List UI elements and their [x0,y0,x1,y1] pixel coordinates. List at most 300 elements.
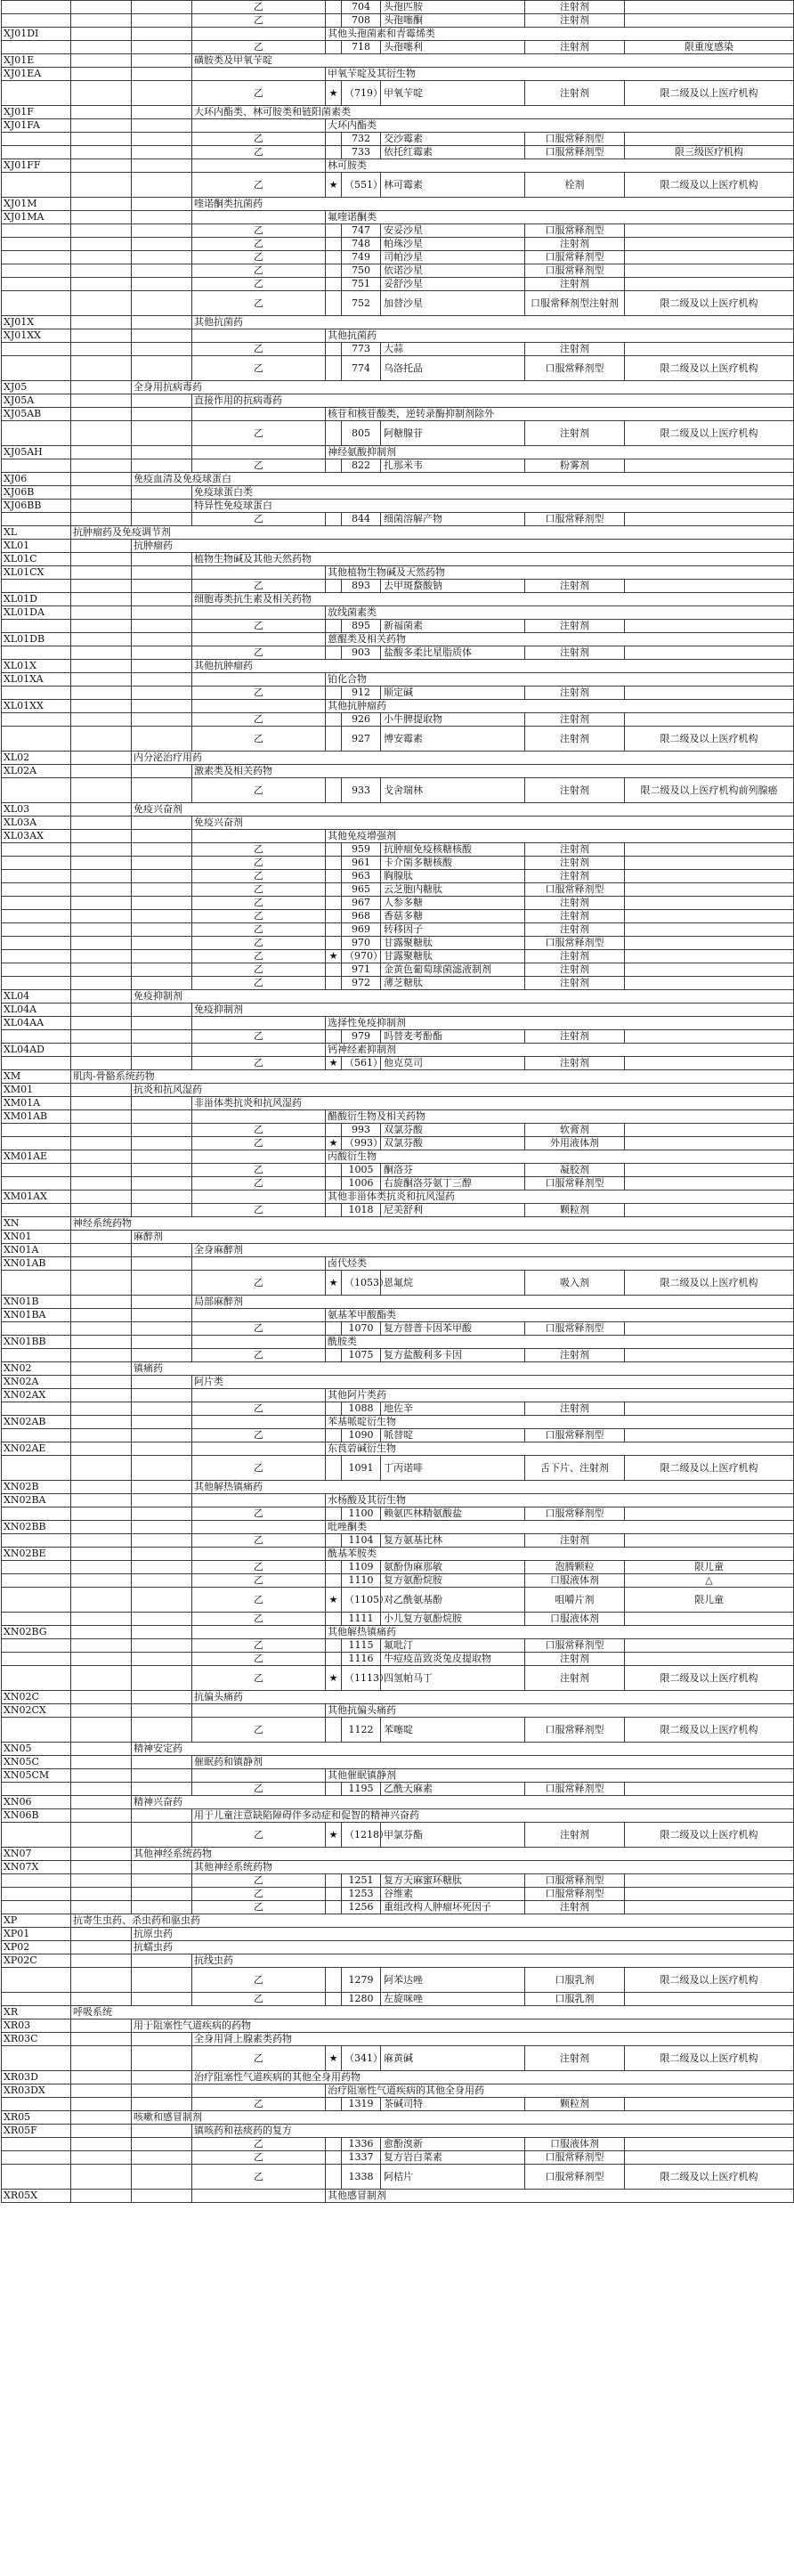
category-label: 抗寄生虫药、杀虫药和驱虫药 [71,1914,794,1928]
number-cell: （551） [342,173,381,198]
category-row [2,1769,794,1783]
number-cell: 1100 [342,1507,381,1521]
empty-cell [71,2019,132,2033]
number-cell: 933 [342,778,381,803]
star-cell: ★ [326,1057,342,1070]
empty-cell [132,646,192,660]
grade-cell: 乙 [192,1888,326,1901]
number-cell: （1053） [342,1271,381,1296]
empty-cell [132,1481,192,1494]
dosage-form-cell: 软膏剂 [525,1124,625,1137]
empty-cell [132,421,192,446]
drug-name-cell: 氟吡汀 [381,1639,525,1653]
grade-cell: 乙 [192,977,326,990]
star-cell [326,1901,342,1914]
restriction-note-cell [625,278,794,291]
grade-cell: 乙 [192,513,326,526]
category-label: 免疫血清及免疫球蛋白 [132,473,794,486]
restriction-note-cell [625,224,794,238]
empty-cell [71,803,132,817]
empty-cell [71,752,132,765]
star-cell [326,356,342,381]
dosage-form-cell: 注射剂 [525,1666,625,1691]
empty-cell [192,1704,326,1718]
category-label: 苯基哌啶衍生物 [326,1416,794,1429]
star-cell [326,1888,342,1901]
drug-row [2,910,794,923]
drug-name-cell: 乙酰天麻素 [381,1783,525,1796]
dosage-form-cell: 注射剂 [525,977,625,990]
empty-cell [132,1653,192,1666]
number-cell: （341） [342,2046,381,2071]
category-label: 其他神经系统药物 [192,1861,794,1874]
empty-cell [132,1004,192,1017]
drug-row [2,923,794,937]
category-label: 镇咳药和祛痰药的复方 [192,2125,794,2138]
star-cell [326,897,342,910]
star-cell [326,459,342,473]
category-label: 直接作用的抗病毒药 [192,394,794,408]
code-cell: XN05C [2,1756,71,1769]
number-cell: 1319 [342,2098,381,2111]
grade-cell: 乙 [192,278,326,291]
star-cell [326,1164,342,1177]
star-cell [326,2098,342,2111]
empty-cell [132,2046,192,2071]
empty-cell [192,673,326,687]
drug-name-cell: 小儿复方氨酚烷胺 [381,1613,525,1626]
code-cell: XN02C [2,1691,71,1704]
restriction-note-cell [625,687,794,700]
code-cell: XR [2,2006,71,2019]
drug-name-cell: 帕珠沙星 [381,238,525,251]
drug-name-cell: 薄芝糖肽 [381,977,525,990]
star-cell [326,1613,342,1626]
empty-cell [71,1968,132,1993]
empty-cell [132,1993,192,2006]
drug-row [2,620,794,633]
number-cell: 963 [342,870,381,883]
grade-cell: 乙 [192,1456,326,1481]
category-row [2,1809,794,1823]
empty-cell [71,1416,132,1429]
restriction-note-cell [625,1993,794,2006]
drug-row [2,1993,794,2006]
grade-cell: 乙 [192,1124,326,1137]
number-cell: 1336 [342,2138,381,2151]
star-cell [326,2165,342,2190]
dosage-form-cell: 注射剂 [525,1402,625,1416]
empty-cell [132,1442,192,1456]
number-cell: 844 [342,513,381,526]
code-cell: XN02BA [2,1494,71,1507]
grade-cell: 乙 [192,1349,326,1362]
star-cell [326,1030,342,1044]
category-row [2,1044,794,1057]
empty-cell [71,2151,132,2165]
dosage-form-cell: 注射剂 [525,14,625,28]
star-cell [326,687,342,700]
drug-name-cell: 博安霉素 [381,727,525,752]
drug-row [2,1888,794,1901]
star-cell [326,264,342,278]
star-cell: ★ [326,1666,342,1691]
category-label: 治疗阻塞性气道疾病的其他全身用药物 [192,2071,794,2084]
star-cell [326,1639,342,1653]
drug-row [2,843,794,857]
drug-name-cell: 香菇多糖 [381,910,525,923]
drug-row [2,977,794,990]
empty-cell [132,1704,192,1718]
category-label: 其他头孢菌素和青霉烯类 [326,28,794,41]
empty-cell [71,1309,132,1322]
number-cell: 979 [342,1030,381,1044]
category-row [2,1336,794,1349]
empty-cell [71,1901,132,1914]
empty-cell [192,2084,326,2098]
empty-cell [71,1743,132,1756]
restriction-note-cell [625,1164,794,1177]
drug-name-cell: 他克莫司 [381,1057,525,1070]
empty-cell [71,41,132,54]
grade-cell: 乙 [192,950,326,963]
drug-row [2,513,794,526]
empty-cell [71,14,132,28]
empty-cell [71,937,132,950]
drug-row [2,580,794,593]
code-cell [2,2098,71,2111]
star-cell [326,843,342,857]
empty-cell [71,778,132,803]
code-cell: XN06 [2,1796,71,1809]
dosage-form-cell: 口服常释剂型 [525,883,625,897]
empty-cell [71,817,132,830]
code-cell [2,843,71,857]
number-cell: 903 [342,646,381,660]
empty-cell [132,291,192,316]
dosage-form-cell: 口服常释剂型 [525,1718,625,1743]
drug-name-cell: 尼美舒利 [381,1204,525,1217]
category-label: 呼吸系统 [71,2006,794,2019]
code-cell [2,224,71,238]
dosage-form-cell: 注射剂 [525,1653,625,1666]
code-cell: XL04AA [2,1017,71,1030]
category-label: 林可胺类 [326,159,794,173]
dosage-form-cell: 颗粒剂 [525,1204,625,1217]
number-cell: 970 [342,937,381,950]
code-cell: XJ05AB [2,408,71,421]
code-cell: XL01DB [2,633,71,646]
code-cell: XL [2,526,71,540]
grade-cell: 乙 [192,883,326,897]
dosage-form-cell: 外用液体剂 [525,1137,625,1150]
dosage-form-cell: 口服常释剂型 [525,1639,625,1653]
empty-cell [71,1017,132,1030]
dosage-form-cell: 注射剂 [525,897,625,910]
restriction-note-cell [625,1177,794,1190]
empty-cell [192,1017,326,1030]
drug-row [2,41,794,54]
empty-cell [71,2098,132,2111]
category-label: 免疫抑制剂 [132,990,794,1004]
dosage-form-cell: 口服常释剂型 [525,264,625,278]
code-cell: XM [2,1070,71,1084]
empty-cell [132,2071,192,2084]
drug-row [2,937,794,950]
empty-cell [132,1456,192,1481]
number-cell: 1338 [342,2165,381,2190]
empty-cell [71,1521,132,1534]
drug-name-cell: 苯噻啶 [381,1718,525,1743]
empty-cell [71,2111,132,2125]
dosage-form-cell: 注射剂 [525,950,625,963]
drug-name-cell: 扎那米韦 [381,459,525,473]
grade-cell: 乙 [192,2165,326,2190]
number-cell: 1280 [342,1993,381,2006]
drug-name-cell: 重组改构人肿瘤坏死因子 [381,1901,525,1914]
grade-cell: 乙 [192,356,326,381]
empty-cell [71,1429,132,1442]
star-cell [326,1874,342,1888]
category-row [2,526,794,540]
star-cell [326,133,342,146]
empty-cell [132,343,192,356]
dosage-form-cell: 注射剂 [525,1030,625,1044]
drug-name-cell: 吗替麦考酚酯 [381,1030,525,1044]
number-cell: 895 [342,620,381,633]
category-label: 抗肿瘤药 [132,540,794,553]
drug-row [2,1718,794,1743]
empty-cell [132,660,192,673]
star-cell [326,14,342,28]
dosage-form-cell: 栓剂 [525,173,625,198]
star-cell [326,238,342,251]
grade-cell: 乙 [192,1322,326,1336]
number-cell: 733 [342,146,381,159]
drug-row [2,1823,794,1848]
dosage-form-cell: 注射剂 [525,41,625,54]
empty-cell [192,1389,326,1402]
empty-cell [132,1124,192,1137]
restriction-note-cell [625,1137,794,1150]
restriction-note-cell [625,713,794,727]
empty-cell [192,446,326,459]
dosage-form-cell: 注射剂 [525,580,625,593]
restriction-note-cell: 限二级及以上医疗机构 [625,1823,794,1848]
empty-cell [132,870,192,883]
code-cell [2,459,71,473]
category-row [2,817,794,830]
restriction-note-cell: 限二级及以上医疗机构 [625,2046,794,2071]
category-label: 全身麻醉剂 [192,1244,794,1257]
code-cell: XJ01FA [2,119,71,133]
category-row [2,540,794,553]
code-cell: XN02CX [2,1704,71,1718]
empty-cell [132,1888,192,1901]
code-cell [2,1137,71,1150]
empty-cell [71,830,132,843]
code-cell [2,278,71,291]
code-cell: XL01D [2,593,71,606]
star-cell [326,224,342,238]
empty-cell [132,700,192,713]
number-cell: 1104 [342,1534,381,1548]
drug-row [2,1204,794,1217]
restriction-note-cell: 限二级及以上医疗机构 [625,421,794,446]
empty-cell [132,1416,192,1429]
empty-cell [71,408,132,421]
drug-name-cell: 安妥沙星 [381,224,525,238]
category-row [2,2033,794,2046]
category-label: 其他抗肿瘤药 [192,660,794,673]
star-cell [326,713,342,727]
number-cell: 1115 [342,1639,381,1653]
grade-cell: 乙 [192,857,326,870]
empty-cell [71,1402,132,1416]
empty-cell [71,1124,132,1137]
restriction-note-cell: 限二级及以上医疗机构 [625,173,794,198]
empty-cell [71,1993,132,2006]
drug-name-cell: 右旋酮洛芬氨丁三醇 [381,1177,525,1190]
category-row [2,1070,794,1084]
grade-cell: 乙 [192,81,326,106]
category-row [2,54,794,68]
code-cell: XN02BG [2,1626,71,1639]
number-cell: 750 [342,264,381,278]
empty-cell [192,1257,326,1271]
number-cell: 1253 [342,1888,381,1901]
empty-cell [71,1534,132,1548]
empty-cell [132,1691,192,1704]
category-row [2,700,794,713]
grade-cell: 乙 [192,1823,326,1848]
restriction-note-cell: 限二级及以上医疗机构 [625,1718,794,1743]
category-label: 其他阿片类药 [326,1389,794,1402]
grade-cell: 乙 [192,1613,326,1626]
code-cell: XR05 [2,2111,71,2125]
grade-cell: 乙 [192,251,326,264]
empty-cell [192,1626,326,1639]
empty-cell [132,500,192,513]
empty-cell [192,119,326,133]
empty-cell [132,459,192,473]
drug-name-cell: 恩氟烷 [381,1271,525,1296]
code-cell: XM01AB [2,1110,71,1124]
code-cell: XJ01F [2,106,71,119]
grade-cell: 乙 [192,778,326,803]
code-cell [2,1823,71,1848]
empty-cell [71,1783,132,1796]
empty-cell [132,2084,192,2098]
number-cell: 1070 [342,1322,381,1336]
empty-cell [71,1848,132,1861]
number-cell: 926 [342,713,381,727]
code-cell [2,646,71,660]
dosage-form-cell: 口服常释剂型 [525,133,625,146]
category-label: 精神安定药 [132,1743,794,1756]
star-cell [326,1653,342,1666]
empty-cell [71,1456,132,1481]
restriction-note-cell: 限二级及以上医疗机构 [625,727,794,752]
empty-cell [132,910,192,923]
empty-cell [132,620,192,633]
category-row [2,1548,794,1561]
restriction-note-cell [625,1322,794,1336]
code-cell: XN02AB [2,1416,71,1429]
empty-cell [132,1376,192,1389]
code-cell [2,1507,71,1521]
empty-cell [132,765,192,778]
empty-cell [132,1561,192,1574]
code-cell: XJ01M [2,198,71,211]
drug-row [2,1271,794,1296]
star-cell [326,1177,342,1190]
restriction-note-cell [625,1507,794,1521]
empty-cell [132,1756,192,1769]
dosage-form-cell: 注射剂 [525,713,625,727]
empty-cell [192,1769,326,1783]
restriction-note-cell [625,963,794,977]
code-cell: XJ01FF [2,159,71,173]
empty-cell [132,727,192,752]
category-row [2,1521,794,1534]
category-label: 大环内酯类、林可胺类和链阳菌素类 [192,106,794,119]
empty-cell [71,1626,132,1639]
code-cell: XN02BE [2,1548,71,1561]
code-cell [2,2046,71,2071]
grade-cell: 乙 [192,620,326,633]
category-row [2,1362,794,1376]
category-label: 吡唑酮类 [326,1521,794,1534]
category-row [2,1848,794,1861]
grade-cell: 乙 [192,910,326,923]
restriction-note-cell [625,1639,794,1653]
code-cell [2,251,71,264]
code-cell: XL01XX [2,700,71,713]
code-cell [2,81,71,106]
empty-cell [71,473,132,486]
star-cell [326,1534,342,1548]
category-row [2,159,794,173]
grade-cell: 乙 [192,264,326,278]
empty-cell [132,857,192,870]
restriction-note-cell [625,14,794,28]
drug-row [2,1574,794,1588]
empty-cell [71,1362,132,1376]
star-cell [326,1968,342,1993]
category-label: 其他感冒制剂 [326,2190,794,2203]
empty-cell [192,1336,326,1349]
empty-cell [132,950,192,963]
drug-row [2,1429,794,1442]
restriction-note-cell: 限重度感染 [625,41,794,54]
grade-cell: 乙 [192,646,326,660]
drug-row [2,421,794,446]
empty-cell [71,381,132,394]
category-row [2,316,794,329]
drug-row [2,238,794,251]
empty-cell [132,633,192,646]
empty-cell [132,278,192,291]
drug-name-cell: 加替沙星 [381,291,525,316]
restriction-note-cell [625,910,794,923]
empty-cell [71,1704,132,1718]
empty-cell [132,566,192,580]
code-cell: XN02 [2,1362,71,1376]
empty-cell [132,923,192,937]
restriction-note-cell [625,2098,794,2111]
empty-cell [71,2033,132,2046]
